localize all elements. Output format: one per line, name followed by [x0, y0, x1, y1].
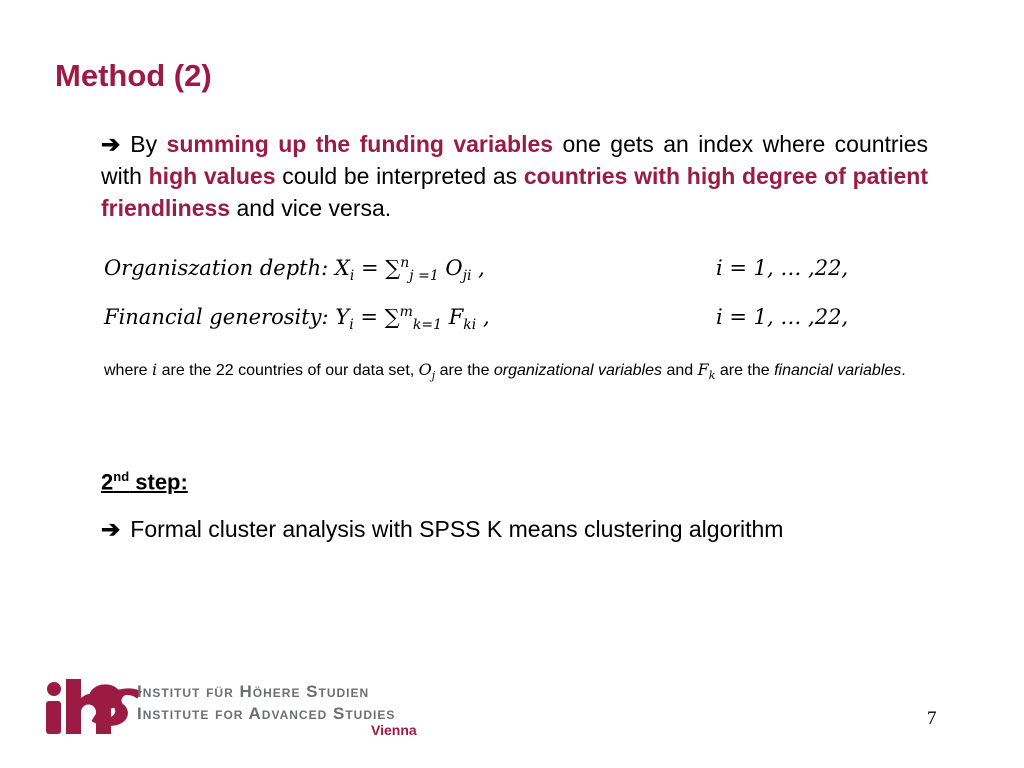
eq1-range: i = 1, … ,22, — [716, 256, 849, 280]
note-financial-variables: financial variables — [774, 362, 902, 379]
step-number: 2 — [101, 469, 114, 495]
intro-highlight-3: countries with high degree of patient friendliness — [101, 163, 928, 221]
page-number: 7 — [927, 708, 937, 729]
note-var-f-sub: k — [708, 369, 716, 383]
intro-text-1: By — [130, 131, 167, 157]
note-var-i: i — [152, 360, 158, 379]
variables-note — [104, 355, 934, 391]
note-var-o-sub: j — [431, 369, 436, 383]
eq2-term: F — [448, 305, 464, 329]
intro-text-4: and vice versa. — [230, 195, 392, 221]
step-description — [101, 516, 783, 543]
logo-line-2: Institute for Advanced Studies — [137, 704, 396, 723]
step-ordinal: nd — [113, 469, 130, 484]
eq2-sum-limits — [399, 304, 443, 334]
eq2-range: i = 1, … ,22, — [716, 305, 849, 329]
intro-highlight-2: high values — [148, 163, 276, 189]
logo-vienna: Vienna — [371, 722, 417, 738]
note-text-2: are the 22 countries of our data set, — [157, 362, 419, 379]
arrow-right-icon: ➔ — [101, 131, 121, 157]
eq2-sum-upper: m — [399, 304, 413, 320]
note-text-5: are the — [715, 362, 775, 379]
note-var-f: F — [697, 360, 709, 379]
eq2-var: Y — [335, 305, 350, 329]
eq2-sum-lower: k=1 — [412, 317, 443, 334]
note-organizational-variables: organizational variables — [493, 362, 663, 379]
note-text-3: are the — [435, 362, 494, 379]
note-text-4: and — [662, 362, 698, 379]
intro-text-3: could be interpreted as — [275, 163, 524, 189]
eq2-term-sub: ki — [463, 317, 477, 334]
eq1-sum-icon: ∑ — [385, 256, 401, 280]
arrow-right-icon: ➔ — [101, 516, 121, 542]
eq1-sum-upper: n — [400, 255, 410, 271]
eq2-sum-icon: ∑ — [384, 305, 400, 329]
note-text-1: where — [104, 362, 153, 379]
intro-paragraph — [101, 128, 928, 224]
eq1-name: Organiszation depth — [104, 256, 322, 280]
intro-text-2: one gets an index where countries with — [101, 131, 928, 189]
step-heading — [101, 469, 188, 495]
equation-organization-depth: Organiszation depth: $X_i = \sum^n_{j =1}$ $O_{ji}$ , i = 1, … ,22, — [104, 255, 849, 285]
eq1-var: X — [334, 256, 350, 280]
eq1-sum-limits — [400, 255, 439, 285]
logo-line-1: Institut für Höhere Studien — [137, 682, 370, 701]
step-label: step: — [129, 469, 188, 495]
eq1-term-sub: ji — [462, 268, 472, 285]
intro-highlight-1: summing up the funding variables — [166, 131, 554, 157]
eq1-term: O — [445, 256, 463, 280]
eq1-var-sub: i — [349, 268, 355, 285]
equation-financial-generosity: Financial generosity: $Y_i = \sum^m_{k=1}$ $F_{ki}$ , i = 1, … ,22, — [104, 304, 849, 334]
eq1-sum-lower: j =1 — [409, 268, 439, 285]
step-description-text: Formal cluster analysis with SPSS K means clustering algorithm — [130, 516, 784, 542]
eq2-var-sub: i — [349, 317, 354, 334]
slide-title: Method (2) — [55, 58, 212, 93]
note-text-6: . — [901, 362, 906, 379]
logo-text — [137, 681, 395, 725]
note-var-o: O — [418, 360, 432, 379]
eq2-name: Financial generosity — [104, 305, 322, 329]
